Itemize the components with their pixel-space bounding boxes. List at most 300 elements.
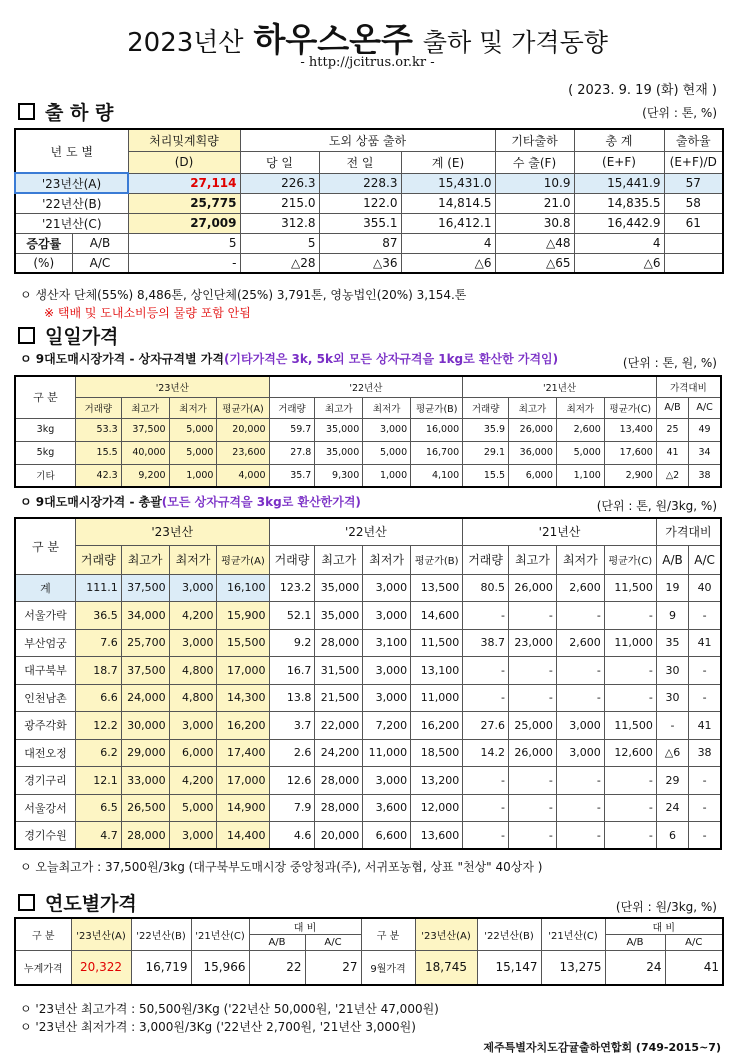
price-cell: 16,000 — [411, 418, 463, 441]
rate-ratio — [664, 253, 723, 273]
price-cell: 12,600 — [604, 739, 656, 767]
price-cell: 15.5 — [75, 441, 121, 464]
price-cell: 30 — [656, 657, 688, 685]
ratio-label: A/C — [72, 253, 128, 273]
price-cell: 15.5 — [463, 464, 509, 487]
price-c: 13,275 — [541, 951, 605, 985]
hdr-23: '23년산(A) — [415, 918, 477, 951]
price-cell: 9 — [656, 602, 688, 630]
hdr-max: 최고가 — [509, 397, 557, 418]
row-label: 대전오정 — [15, 739, 75, 767]
year-label: '23년산(A) — [15, 173, 128, 193]
price-cell: 35,000 — [315, 602, 363, 630]
hdr-min: 최저가 — [363, 545, 411, 574]
price-a: 20,322 — [71, 951, 131, 985]
hdr-ab: A/B — [249, 935, 305, 951]
price-cell: 40,000 — [121, 441, 169, 464]
section-title: 출 하 량 — [45, 102, 114, 124]
price-cell: 4,800 — [169, 684, 217, 712]
price-cell: 38 — [689, 739, 721, 767]
hdr-max: 최고가 — [315, 397, 363, 418]
price-cell: 4,000 — [217, 464, 269, 487]
hdr-vol: 거래량 — [75, 397, 121, 418]
subheading-summary — [20, 493, 361, 510]
prev-value: 355.1 — [319, 213, 401, 233]
price-cell: 34,000 — [121, 602, 169, 630]
price-cell: - — [604, 657, 656, 685]
price-cell: △6 — [656, 739, 688, 767]
price-cell: - — [689, 794, 721, 822]
price-cell: 16.7 — [269, 657, 315, 685]
price-cell: 3.7 — [269, 712, 315, 740]
row-label: 계 — [15, 574, 75, 602]
ratio-ab: 24 — [605, 951, 665, 985]
price-cell: - — [604, 794, 656, 822]
price-cell: 37,500 — [121, 418, 169, 441]
price-cell: - — [604, 822, 656, 850]
ratio-ab: 22 — [249, 951, 305, 985]
price-cell: 41 — [689, 629, 721, 657]
price-cell: 42.3 — [75, 464, 121, 487]
price-cell: 1,000 — [169, 464, 217, 487]
plan-value: 27,009 — [128, 213, 240, 233]
price-cell: 29 — [656, 767, 688, 795]
price-cell: 41 — [656, 441, 688, 464]
title-rest: 출하 및 가격동향 — [422, 28, 608, 57]
summary-price-body — [15, 574, 721, 849]
price-cell: 3,000 — [169, 574, 217, 602]
price-cell: 9,300 — [315, 464, 363, 487]
hdr-cmp: 가격대비 — [656, 376, 721, 397]
rate-value: 58 — [664, 193, 723, 213]
hdr-total: 총 계 — [574, 129, 664, 151]
checkbox-icon — [18, 894, 35, 911]
hdr-total-ef: (E+F) — [574, 151, 664, 173]
today-max-note: ㅇ 오늘최고가 : 37,500원/3kg (대구북부도매시장 중앙청과(주), 서귀포농협, 상표 "천상" 40상자 ) — [20, 860, 543, 874]
ratio-ac: 41 — [665, 951, 723, 985]
etc-ratio: △65 — [495, 253, 574, 273]
price-cell: 35,000 — [315, 418, 363, 441]
total-value: 14,835.5 — [574, 193, 664, 213]
price-cell: - — [556, 767, 604, 795]
price-cell: 13,400 — [604, 418, 656, 441]
hdr-gu: 구 분 — [361, 918, 415, 951]
sum-value: 16,412.1 — [401, 213, 495, 233]
sum-value: 14,814.5 — [401, 193, 495, 213]
price-cell: 38 — [689, 464, 721, 487]
hdr-avg: 평균가(B) — [411, 397, 463, 418]
price-cell: 27.8 — [269, 441, 315, 464]
price-row — [15, 684, 721, 712]
price-cell: 37,500 — [121, 574, 169, 602]
section-yearly-heading — [18, 889, 137, 916]
price-cell: 16,200 — [217, 712, 269, 740]
price-cell: 12.6 — [269, 767, 315, 795]
yearly-price-table — [14, 917, 724, 986]
hdr-today: 당 일 — [240, 151, 319, 173]
price-cell: 24,000 — [121, 684, 169, 712]
today-value: 312.8 — [240, 213, 319, 233]
price-cell: 13.8 — [269, 684, 315, 712]
plan-ratio: - — [128, 253, 240, 273]
etc-ratio: △48 — [495, 233, 574, 253]
price-cell: 4,200 — [169, 602, 217, 630]
price-cell: 15,900 — [217, 602, 269, 630]
sub-label: ㅇ 9대도매시장가격 - 총괄 — [20, 495, 162, 509]
price-cell: 11,500 — [411, 629, 463, 657]
price-cell: 28,000 — [121, 822, 169, 850]
price-cell: - — [556, 794, 604, 822]
etc-value: 21.0 — [495, 193, 574, 213]
price-a: 18,745 — [415, 951, 477, 985]
price-row — [15, 712, 721, 740]
price-cell: - — [463, 767, 509, 795]
price-cell: - — [689, 767, 721, 795]
price-cell: - — [463, 602, 509, 630]
hdr-gu: 구 분 — [15, 918, 71, 951]
price-cell: 59.7 — [269, 418, 315, 441]
sum-ratio: 4 — [401, 233, 495, 253]
hdr-ac: A/C — [689, 545, 721, 574]
hdr-plan-d: (D) — [128, 151, 240, 173]
price-cell: 3,000 — [363, 418, 411, 441]
price-cell: - — [509, 602, 557, 630]
price-cell: - — [509, 767, 557, 795]
price-cell: 16,100 — [217, 574, 269, 602]
price-cell: 123.2 — [269, 574, 315, 602]
price-cell: 3,000 — [556, 712, 604, 740]
price-cell: 30 — [656, 684, 688, 712]
row-label: 대구북부 — [15, 657, 75, 685]
price-cell: 1,100 — [556, 464, 604, 487]
price-cell: 5,000 — [363, 441, 411, 464]
cumulative-label: 누계가격 — [15, 951, 71, 985]
price-cell: 3,100 — [363, 629, 411, 657]
title-year: 2023년산 — [127, 28, 244, 58]
price-cell: 3,000 — [363, 657, 411, 685]
section-shipment-heading — [18, 98, 113, 125]
price-cell: 2,600 — [556, 629, 604, 657]
price-cell: 26,000 — [509, 739, 557, 767]
row-ac — [15, 253, 723, 273]
box-price-body — [15, 418, 721, 487]
price-row — [15, 602, 721, 630]
hdr-max: 최고가 — [121, 397, 169, 418]
price-cell: 26,000 — [509, 418, 557, 441]
year-label: '22년산(B) — [15, 193, 128, 213]
hdr-y22: '22년산 — [269, 376, 463, 397]
hdr-gu: 구 분 — [15, 376, 75, 418]
rate-value: 57 — [664, 173, 723, 193]
price-cell: 35.9 — [463, 418, 509, 441]
price-cell: 35,000 — [315, 574, 363, 602]
price-cell: 29.1 — [463, 441, 509, 464]
price-cell: 37,500 — [121, 657, 169, 685]
hdr-vol: 거래량 — [269, 397, 315, 418]
price-cell: - — [604, 602, 656, 630]
summary-price-table — [14, 517, 722, 850]
price-cell: 35 — [656, 629, 688, 657]
year-label: '21년산(C) — [15, 213, 128, 233]
price-cell: - — [689, 822, 721, 850]
hdr-cmp: 대 비 — [605, 918, 723, 935]
hdr-min: 최저가 — [556, 545, 604, 574]
price-cell: 14,300 — [217, 684, 269, 712]
price-row — [15, 629, 721, 657]
price-cell: 3,000 — [169, 822, 217, 850]
price-row — [15, 441, 721, 464]
price-cell: 17,600 — [604, 441, 656, 464]
hdr-ac: A/C — [305, 935, 361, 951]
price-cell: 3,000 — [556, 739, 604, 767]
price-cell: - — [689, 684, 721, 712]
price-cell: 12,000 — [411, 794, 463, 822]
row-label: 경기구리 — [15, 767, 75, 795]
price-cell: 35,000 — [315, 441, 363, 464]
price-b: 15,147 — [477, 951, 541, 985]
exclusion-note: ※ 택배 및 도내소비등의 물량 포함 안됨 — [44, 306, 251, 320]
price-cell: 34 — [689, 441, 721, 464]
price-cell: 53.3 — [75, 418, 121, 441]
price-cell: - — [509, 794, 557, 822]
price-cell: 6.6 — [75, 684, 121, 712]
price-cell: 11,000 — [411, 684, 463, 712]
plan-value: 27,114 — [128, 173, 240, 193]
hdr-avg: 평균가(C) — [604, 397, 656, 418]
ratio-label: A/B — [72, 233, 128, 253]
price-cell: - — [689, 602, 721, 630]
price-cell: 14.2 — [463, 739, 509, 767]
hdr-rate-formula: (E+F)/D — [664, 151, 723, 173]
hdr-cmp: 가격대비 — [656, 518, 721, 545]
rate-value: 61 — [664, 213, 723, 233]
row-label: 서울가락 — [15, 602, 75, 630]
price-cell: 17,000 — [217, 767, 269, 795]
price-cell: 25,000 — [509, 712, 557, 740]
hdr-y23: '23년산 — [75, 518, 269, 545]
price-cell: 4,200 — [169, 767, 217, 795]
sub-note: (모든 상자규격을 3kg로 환산한가격) — [161, 495, 361, 509]
prev-value: 228.3 — [319, 173, 401, 193]
price-cell: 26,500 — [121, 794, 169, 822]
price-cell: 9,200 — [121, 464, 169, 487]
price-cell: - — [556, 602, 604, 630]
price-cell: 19 — [656, 574, 688, 602]
hdr-ab: A/B — [656, 545, 688, 574]
price-cell: 4,800 — [169, 657, 217, 685]
total-ratio: △6 — [574, 253, 664, 273]
price-cell: 41 — [689, 712, 721, 740]
price-row — [15, 574, 721, 602]
hdr-min: 최저가 — [363, 397, 411, 418]
plan-value: 25,775 — [128, 193, 240, 213]
price-cell: 16,200 — [411, 712, 463, 740]
price-cell: 31,500 — [315, 657, 363, 685]
price-cell: 2.6 — [269, 739, 315, 767]
price-cell: - — [556, 822, 604, 850]
hdr-23: '23년산(A) — [71, 918, 131, 951]
hdr-y23: '23년산 — [75, 376, 269, 397]
price-cell: 13,200 — [411, 767, 463, 795]
price-cell: 52.1 — [269, 602, 315, 630]
price-cell: 29,000 — [121, 739, 169, 767]
sum-ratio: △6 — [401, 253, 495, 273]
price-cell: 3,000 — [363, 574, 411, 602]
price-cell: 1,000 — [363, 464, 411, 487]
price-cell: 26,000 — [509, 574, 557, 602]
prev-ratio: △36 — [319, 253, 401, 273]
price-cell: - — [689, 657, 721, 685]
hdr-vol: 거래량 — [463, 545, 509, 574]
price-cell: 6,600 — [363, 822, 411, 850]
price-cell: 7,200 — [363, 712, 411, 740]
price-cell: 13,600 — [411, 822, 463, 850]
price-cell: 24 — [656, 794, 688, 822]
hdr-min: 최저가 — [169, 397, 217, 418]
price-cell: 36,000 — [509, 441, 557, 464]
price-cell: 30,000 — [121, 712, 169, 740]
price-cell: 22,000 — [315, 712, 363, 740]
price-cell: 24,200 — [315, 739, 363, 767]
hdr-plan: 처리및계획량 — [128, 129, 240, 151]
hdr-ab: A/B — [656, 397, 688, 418]
prev-ratio: 87 — [319, 233, 401, 253]
price-cell: 3,600 — [363, 794, 411, 822]
price-row — [15, 418, 721, 441]
row-label: 5kg — [15, 441, 75, 464]
price-row — [15, 767, 721, 795]
price-cell: 6,000 — [509, 464, 557, 487]
today-ratio: 5 — [240, 233, 319, 253]
total-ratio: 4 — [574, 233, 664, 253]
price-cell: 6.5 — [75, 794, 121, 822]
inc-label: 증감률 — [15, 233, 72, 253]
hdr-min: 최저가 — [169, 545, 217, 574]
hdr-max: 최고가 — [121, 545, 169, 574]
price-row — [15, 822, 721, 850]
price-row — [15, 464, 721, 487]
hdr-21: '21년산(C) — [191, 918, 249, 951]
price-cell: 3,000 — [169, 712, 217, 740]
hdr-y21: '21년산 — [463, 518, 657, 545]
unit-label: (단위 : 톤, %) — [642, 106, 717, 120]
hdr-22: '22년산(B) — [477, 918, 541, 951]
today-value: 226.3 — [240, 173, 319, 193]
hdr-21: '21년산(C) — [541, 918, 605, 951]
row-label: 3kg — [15, 418, 75, 441]
title-product: 하우스온주 — [253, 20, 413, 59]
price-cell: - — [463, 684, 509, 712]
price-cell: 13,500 — [411, 574, 463, 602]
hdr-avg: 평균가(B) — [411, 545, 463, 574]
price-cell: 25 — [656, 418, 688, 441]
hdr-cmp: 대 비 — [249, 918, 361, 935]
producer-note: ㅇ 생산자 단체(55%) 8,486톤, 상인단체(25%) 3,791톤, 영농법인(20%) 3,154.톤 — [20, 288, 467, 302]
max-price-note: ㅇ '23년산 최고가격 : 50,500원/3Kg ('22년산 50,000원, '21년산 47,000원) — [20, 1002, 439, 1016]
price-cell: 27.6 — [463, 712, 509, 740]
row-label: 부산엄궁 — [15, 629, 75, 657]
price-cell: 38.7 — [463, 629, 509, 657]
price-cell: 4.6 — [269, 822, 315, 850]
hdr-avg: 평균가(A) — [217, 397, 269, 418]
price-cell: 14,400 — [217, 822, 269, 850]
section-title: 연도별가격 — [45, 893, 137, 915]
total-value: 16,442.9 — [574, 213, 664, 233]
price-cell: 3,000 — [363, 767, 411, 795]
price-cell: - — [604, 767, 656, 795]
price-cell: 28,000 — [315, 767, 363, 795]
row-label: 경기수원 — [15, 822, 75, 850]
price-cell: 5,000 — [169, 794, 217, 822]
price-cell: 14,600 — [411, 602, 463, 630]
row-2022 — [15, 193, 723, 213]
price-cell: - — [463, 657, 509, 685]
row-2023 — [15, 173, 723, 193]
hdr-y21: '21년산 — [463, 376, 657, 397]
hdr-avg: 평균가(A) — [217, 545, 269, 574]
price-cell: 16,700 — [411, 441, 463, 464]
unit-label: (단위 : 톤, 원/3kg, %) — [596, 499, 717, 513]
hdr-ab: A/B — [605, 935, 665, 951]
hdr-22: '22년산(B) — [131, 918, 191, 951]
price-cell: 15,500 — [217, 629, 269, 657]
yearly-row — [15, 951, 723, 985]
price-cell: 28,000 — [315, 794, 363, 822]
price-cell: - — [556, 657, 604, 685]
hdr-etc: 기타출하 — [495, 129, 574, 151]
price-row — [15, 657, 721, 685]
price-cell: 7.9 — [269, 794, 315, 822]
row-label: 기타 — [15, 464, 75, 487]
hdr-rate: 출하율 — [664, 129, 723, 151]
price-cell: 11,500 — [604, 712, 656, 740]
price-cell: 80.5 — [463, 574, 509, 602]
hdr-avg: 평균가(C) — [604, 545, 656, 574]
price-cell: 2,600 — [556, 574, 604, 602]
checkbox-icon — [18, 103, 35, 120]
pct-label: (%) — [15, 253, 72, 273]
hdr-max: 최고가 — [509, 545, 557, 574]
price-cell: 3,000 — [169, 629, 217, 657]
page-title — [0, 14, 735, 61]
report-date: ( 2023. 9. 19 (화) 현재 ) — [568, 83, 717, 98]
etc-value: 10.9 — [495, 173, 574, 193]
price-row — [15, 739, 721, 767]
price-cell: 13,100 — [411, 657, 463, 685]
price-cell: 20,000 — [217, 418, 269, 441]
row-label: 인천남촌 — [15, 684, 75, 712]
hdr-max: 최고가 — [315, 545, 363, 574]
unit-label: (단위 : 톤, 원, %) — [622, 356, 717, 370]
price-cell: 2,600 — [556, 418, 604, 441]
price-cell: - — [556, 684, 604, 712]
price-cell: - — [604, 684, 656, 712]
price-cell: 3,000 — [363, 602, 411, 630]
organization-name: 제주특별자치도감귤출하연합회 (749-2015~7) — [483, 1041, 721, 1054]
price-cell: - — [509, 822, 557, 850]
section-daily-heading — [18, 322, 118, 349]
site-url: - http://jcitrus.or.kr - — [300, 55, 435, 70]
hdr-gu: 구 분 — [15, 518, 75, 574]
price-cell: 21,500 — [315, 684, 363, 712]
hdr-vol: 거래량 — [463, 397, 509, 418]
row-label: 광주각화 — [15, 712, 75, 740]
month-label: 9월가격 — [361, 951, 415, 985]
prev-value: 122.0 — [319, 193, 401, 213]
price-cell: 17,000 — [217, 657, 269, 685]
row-ab — [15, 233, 723, 253]
price-cell: 36.5 — [75, 602, 121, 630]
